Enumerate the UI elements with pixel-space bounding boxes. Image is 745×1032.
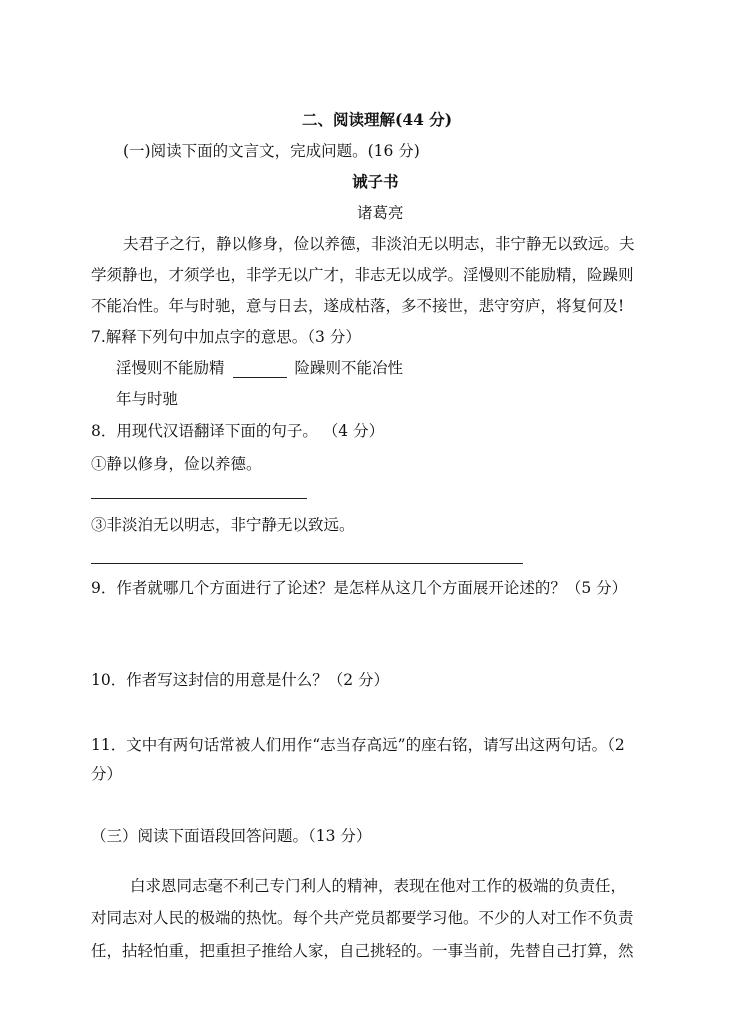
answer-line-2[interactable] — [91, 563, 523, 564]
part3-intro: （三）阅读下面语段回答问题。（13 分） — [91, 827, 372, 845]
part3-line: 白求恩同志毫不利己专门利人的精神，表现在他对工作的极端的负责任， — [130, 877, 627, 895]
passage-title: 诫子书 — [352, 172, 399, 191]
passage-line: 夫君子之行，静以修身，俭以养德，非淡泊无以明志，非宁静无以致远。夫 — [123, 235, 635, 253]
q11-line-1: 11．文中有两句话常被人们用作“志当存高远”的座右铭，请写出这两句话。（2 — [91, 736, 625, 754]
part3-line: 任，拈轻怕重，把重担子推给人家，自己挑轻的。一事当前，先替自己打算，然 — [91, 942, 634, 960]
q7-item-1: 淫慢则不能励精 — [116, 359, 225, 377]
q7-item-2: 险躁则不能冶性 — [294, 359, 404, 377]
answer-line-1[interactable] — [91, 498, 307, 499]
q7-items-row — [116, 358, 403, 378]
q8-sentence-1: ①静以修身，俭以养德。 — [91, 455, 262, 473]
part3-line: 对同志对人民的极端的热忱。每个共产党员都要学习他。不少的人对工作不负责 — [91, 909, 634, 927]
q9: 9．作者就哪几个方面进行了论述？是怎样从这几个方面展开论述的？（5 分） — [91, 579, 628, 597]
passage-line: 学须静也，才须学也，非学无以广才，非志无以成学。淫慢则不能励精，险躁则 — [91, 266, 634, 284]
part1-intro: (一)阅读下面的文言文，完成问题。(16 分) — [123, 142, 420, 160]
q7-prompt: 7.解释下列句中加点字的意思。（3 分） — [91, 328, 361, 346]
q11-line-2: 分） — [91, 765, 123, 783]
q7-item-3: 年与时驰 — [116, 390, 179, 408]
passage-line: 不能冶性。年与时驰，意与日去，遂成枯落，多不接世，悲守穷庐，将复何及! — [91, 297, 625, 315]
answer-blank[interactable] — [233, 363, 287, 378]
q8-prompt: 8．用现代汉语翻译下面的句子。 （4 分） — [91, 422, 385, 440]
passage-author: 诸葛亮 — [357, 204, 404, 222]
q10: 10．作者写这封信的用意是什么？（2 分） — [91, 671, 390, 689]
section-title: 二、阅读理解(44 分) — [302, 110, 453, 129]
q8-sentence-2: ③非淡泊无以明志，非宁静无以致远。 — [91, 516, 355, 534]
